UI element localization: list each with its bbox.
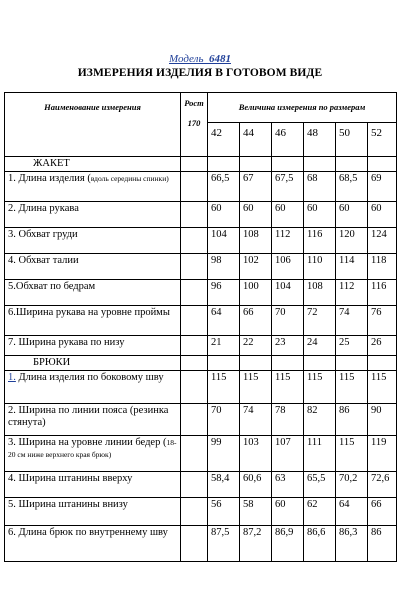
table-row — [5, 254, 397, 280]
header-rost-cell — [181, 93, 208, 157]
size-value-cell: 90 — [368, 404, 397, 436]
header-rost-value: 170 — [187, 118, 201, 128]
size-value-cell: 26 — [368, 336, 397, 356]
size-value-cell: 108 — [240, 228, 272, 254]
size-value-cell: 99 — [208, 436, 240, 472]
rost-cell — [181, 404, 208, 436]
model-label — [0, 53, 400, 65]
measurement-label: 4. Обхват талии — [8, 255, 79, 266]
rost-cell — [181, 254, 208, 280]
size-value-cell: 60 — [272, 202, 304, 228]
size-value-cell: 70,2 — [336, 472, 368, 498]
measurement-label: 1. Длина изделия ( — [8, 173, 91, 184]
rost-cell — [181, 228, 208, 254]
size-value-cell: 74 — [336, 306, 368, 336]
size-value-cell: 64 — [208, 306, 240, 336]
measurement-name — [5, 202, 181, 228]
size-value-cell: 74 — [240, 404, 272, 436]
measurement-number: 1. — [8, 372, 16, 383]
size-value-cell: 65,5 — [304, 472, 336, 498]
size-value-cell: 98 — [208, 254, 240, 280]
size-value-cell: 58 — [240, 498, 272, 526]
header-row — [5, 93, 397, 123]
header-size-42: 42 — [208, 123, 240, 157]
section-empty-cell — [368, 356, 397, 371]
size-value-cell: 76 — [368, 306, 397, 336]
section-row — [5, 157, 397, 172]
header-sizes-caption: Величина измерения по размерам — [238, 102, 366, 112]
rost-cell — [181, 436, 208, 472]
size-value-cell: 115 — [336, 371, 368, 404]
header-size-50: 50 — [336, 123, 368, 157]
measurement-label: Длина изделия по боковому шву — [15, 372, 164, 383]
size-value-cell: 115 — [208, 371, 240, 404]
section-empty-cell — [304, 157, 336, 172]
measurements-table — [4, 92, 397, 562]
size-value-cell: 96 — [208, 280, 240, 306]
size-value-cell: 21 — [208, 336, 240, 356]
size-value-cell: 62 — [304, 498, 336, 526]
section-title: ЖАКЕТ — [5, 157, 181, 172]
size-value-cell: 78 — [272, 404, 304, 436]
header-size-44: 44 — [240, 123, 272, 157]
rost-cell — [181, 526, 208, 562]
size-value-cell: 115 — [368, 371, 397, 404]
size-value-cell: 115 — [240, 371, 272, 404]
size-value-cell: 86,9 — [272, 526, 304, 562]
measurement-note-close: ) — [166, 174, 169, 183]
table-row — [5, 202, 397, 228]
size-value-cell: 116 — [368, 280, 397, 306]
measurement-label: 6.Ширина рукава на уровне проймы — [8, 307, 170, 318]
size-value-cell: 60 — [240, 202, 272, 228]
measurement-label: 6. Длина брюк по внутреннему шву — [8, 527, 168, 538]
size-value-cell: 72,6 — [368, 472, 397, 498]
measurement-label: 3. Обхват груди — [8, 229, 78, 240]
size-value-cell: 70 — [208, 404, 240, 436]
size-value-cell: 67,5 — [272, 172, 304, 202]
size-value-cell: 108 — [304, 280, 336, 306]
table-row — [5, 404, 397, 436]
header-size-46: 46 — [272, 123, 304, 157]
header-name: Наименование измерения — [44, 102, 141, 112]
measurement-label: 5. Ширина штанины внизу — [8, 499, 128, 510]
measurement-label: 5.Обхват по бедрам — [8, 281, 96, 292]
header-rost-label: Рост — [184, 98, 204, 108]
size-value-cell: 115 — [336, 436, 368, 472]
size-value-cell: 60 — [336, 202, 368, 228]
size-value-cell: 67 — [240, 172, 272, 202]
rost-cell — [181, 280, 208, 306]
measurement-name — [5, 306, 181, 336]
rost-cell — [181, 336, 208, 356]
size-value-cell: 60 — [368, 202, 397, 228]
section-empty-cell — [368, 157, 397, 172]
measurement-label: 2. Длина рукава — [8, 203, 79, 214]
section-empty-cell — [208, 356, 240, 371]
section-empty-cell — [304, 356, 336, 371]
size-value-cell: 116 — [304, 228, 336, 254]
size-value-cell: 112 — [272, 228, 304, 254]
measurement-name — [5, 254, 181, 280]
size-value-cell: 68 — [304, 172, 336, 202]
measurement-name — [5, 436, 181, 472]
header-size-48: 48 — [304, 123, 336, 157]
table-row — [5, 498, 397, 526]
measurement-label: 7. Ширина рукава по низу — [8, 337, 125, 348]
section-empty-cell — [240, 356, 272, 371]
section-empty-cell — [272, 356, 304, 371]
section-title: БРЮКИ — [5, 356, 181, 371]
measurement-name — [5, 526, 181, 562]
size-value-cell: 82 — [304, 404, 336, 436]
table-row — [5, 306, 397, 336]
section-empty-cell — [240, 157, 272, 172]
table-row — [5, 280, 397, 306]
size-value-cell: 63 — [272, 472, 304, 498]
table-row — [5, 436, 397, 472]
measurement-name — [5, 336, 181, 356]
size-value-cell: 115 — [304, 371, 336, 404]
measurement-note-close: ) — [108, 450, 112, 459]
table-row — [5, 371, 397, 404]
size-value-cell: 66 — [240, 306, 272, 336]
size-value-cell: 104 — [208, 228, 240, 254]
size-value-cell: 124 — [368, 228, 397, 254]
header-name-cell — [5, 93, 181, 157]
model-number: 6481 — [208, 53, 231, 65]
size-value-cell: 58,4 — [208, 472, 240, 498]
page-title: ИЗМЕРЕНИЯ ИЗДЕЛИЯ В ГОТОВОМ ВИДЕ — [77, 67, 323, 79]
size-value-cell: 25 — [336, 336, 368, 356]
rost-cell — [181, 472, 208, 498]
size-value-cell: 87,2 — [240, 526, 272, 562]
measurement-note: 18-20 см ниже верхнего края брюк — [8, 438, 177, 459]
section-empty-cell — [272, 157, 304, 172]
size-value-cell: 103 — [240, 436, 272, 472]
measurement-name — [5, 228, 181, 254]
size-value-cell: 86,6 — [304, 526, 336, 562]
size-value-cell: 23 — [272, 336, 304, 356]
measurement-name — [5, 371, 181, 404]
header-sizes-cell — [208, 93, 397, 123]
size-value-cell: 56 — [208, 498, 240, 526]
size-value-cell: 60 — [272, 498, 304, 526]
size-value-cell: 112 — [336, 280, 368, 306]
header-size-52: 52 — [368, 123, 397, 157]
rost-cell — [181, 371, 208, 404]
table-row — [5, 172, 397, 202]
size-value-cell: 120 — [336, 228, 368, 254]
size-value-cell: 119 — [368, 436, 397, 472]
size-value-cell: 110 — [304, 254, 336, 280]
size-value-cell: 22 — [240, 336, 272, 356]
table-row — [5, 526, 397, 562]
measurement-name — [5, 404, 181, 436]
measurement-label: 2. Ширина по линии пояса (резинка стянута) — [8, 405, 169, 428]
size-value-cell: 104 — [272, 280, 304, 306]
size-value-cell: 60 — [304, 202, 336, 228]
size-value-cell: 106 — [272, 254, 304, 280]
size-value-cell: 86 — [368, 526, 397, 562]
table-row — [5, 228, 397, 254]
measurement-name — [5, 472, 181, 498]
size-value-cell: 102 — [240, 254, 272, 280]
rost-cell — [181, 202, 208, 228]
size-value-cell: 107 — [272, 436, 304, 472]
size-value-cell: 111 — [304, 436, 336, 472]
rost-cell — [181, 172, 208, 202]
size-value-cell: 100 — [240, 280, 272, 306]
size-value-cell: 66,5 — [208, 172, 240, 202]
size-value-cell: 66 — [368, 498, 397, 526]
section-empty-cell — [336, 356, 368, 371]
measurement-note: вдоль середины спинки — [90, 174, 167, 183]
section-empty-cell — [181, 356, 208, 371]
measurement-label: 3. Ширина на уровне линии бедер ( — [8, 437, 167, 448]
size-value-cell: 60 — [208, 202, 240, 228]
size-value-cell: 69 — [368, 172, 397, 202]
size-value-cell: 86 — [336, 404, 368, 436]
size-value-cell: 70 — [272, 306, 304, 336]
size-value-cell: 114 — [336, 254, 368, 280]
size-value-cell: 64 — [336, 498, 368, 526]
table-row — [5, 336, 397, 356]
size-value-cell: 118 — [368, 254, 397, 280]
measurement-name — [5, 498, 181, 526]
measurement-name — [5, 280, 181, 306]
rost-cell — [181, 306, 208, 336]
measurement-label: 4. Ширина штанины вверху — [8, 473, 133, 484]
table-row — [5, 472, 397, 498]
section-empty-cell — [181, 157, 208, 172]
size-value-cell: 68,5 — [336, 172, 368, 202]
size-value-cell: 24 — [304, 336, 336, 356]
size-value-cell: 115 — [272, 371, 304, 404]
size-value-cell: 72 — [304, 306, 336, 336]
size-value-cell: 86,3 — [336, 526, 368, 562]
rost-cell — [181, 498, 208, 526]
size-value-cell: 87,5 — [208, 526, 240, 562]
section-empty-cell — [208, 157, 240, 172]
section-empty-cell — [336, 157, 368, 172]
size-value-cell: 60,6 — [240, 472, 272, 498]
model-word: Модель — [169, 53, 204, 65]
measurement-name — [5, 172, 181, 202]
section-row — [5, 356, 397, 371]
